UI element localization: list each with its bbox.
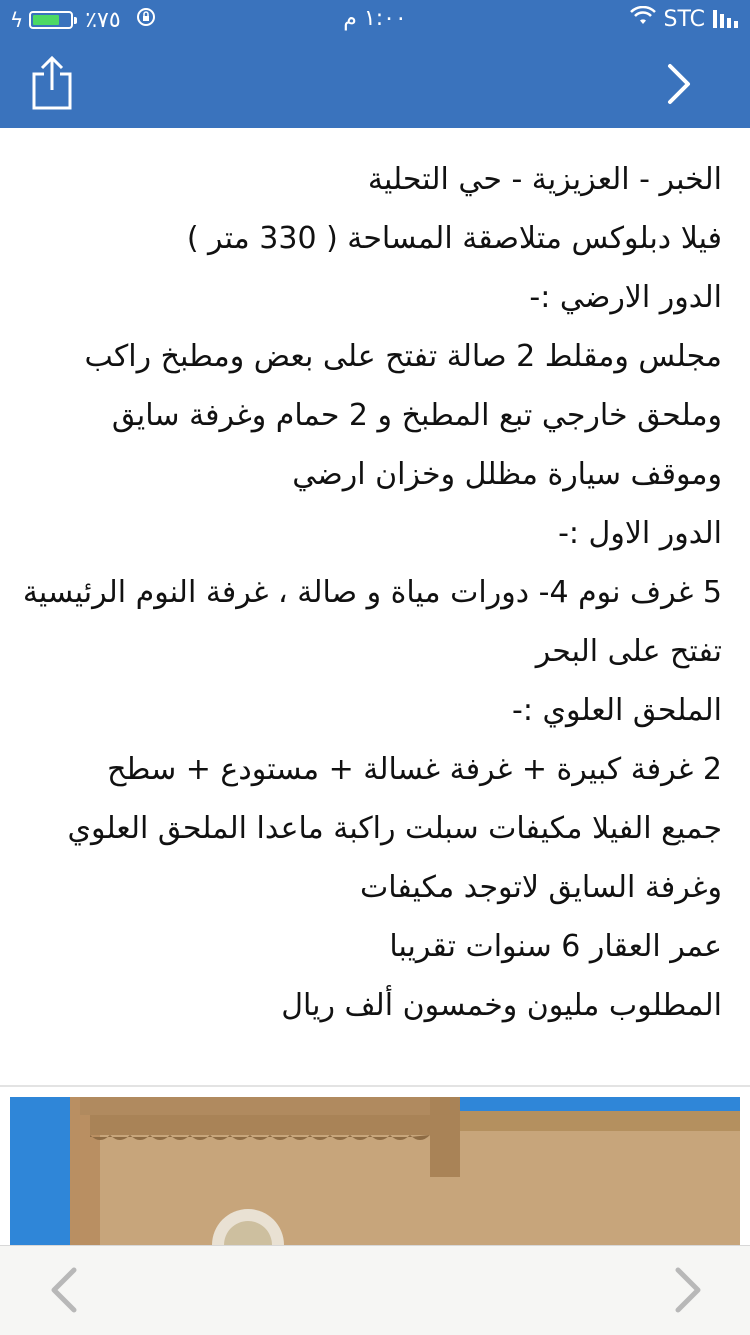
- carrier-name: STC: [663, 6, 705, 32]
- share-icon[interactable]: [30, 56, 74, 110]
- status-bar: [0, 0, 750, 40]
- villa-photo[interactable]: [10, 1097, 740, 1247]
- status-right: [630, 6, 738, 32]
- post-line: وملحق خارجي تبع المطبخ و 2 حمام وغرفة سايق: [111, 398, 722, 433]
- forward-nav-icon[interactable]: [664, 62, 694, 106]
- divider: [0, 1085, 750, 1087]
- post-line: الملحق العلوي :-: [512, 693, 722, 728]
- post-line: المطلوب مليون وخمسون ألف ريال: [281, 988, 722, 1023]
- post-content: [0, 128, 750, 1088]
- post-line: الدور الارضي :-: [529, 280, 722, 315]
- post-line: فيلا دبلوكس متلاصقة المساحة ( 330 متر ): [186, 221, 722, 256]
- forward-icon[interactable]: [668, 1266, 708, 1314]
- post-line: الخبر - العزيزية - حي التحلية: [367, 162, 722, 197]
- post-line: مجلس ومقلط 2 صالة تفتح على بعض ومطبخ راكب: [84, 339, 722, 374]
- post-line: عمر العقار 6 سنوات تقريبا: [389, 929, 722, 964]
- wifi-icon: [630, 6, 656, 32]
- post-line: وموقف سيارة مظلل وخزان ارضي: [292, 457, 722, 492]
- post-line: وغرفة السايق لاتوجد مكيفات: [359, 870, 722, 905]
- charging-icon: ϟ: [10, 8, 24, 32]
- status-time: ١:٠٠ م: [343, 6, 407, 31]
- back-icon[interactable]: [44, 1266, 84, 1314]
- bottom-toolbar: [0, 1245, 750, 1335]
- header-bar: [0, 0, 750, 128]
- post-line: 2 غرفة كبيرة + غرفة غسالة + مستودع + سطح: [107, 752, 722, 787]
- post-line: تفتح على البحر: [535, 634, 722, 669]
- battery-percentage: ٪٧٥: [85, 7, 121, 33]
- post-line: الدور الاول :-: [558, 516, 722, 551]
- post-line: 5 غرف نوم 4- دورات مياة و صالة ، غرفة النوم الرئيسية: [22, 575, 722, 610]
- post-line: جميع الفيلا مكيفات سبلت راكبة ماعدا الملحق العلوي: [67, 811, 722, 846]
- signal-icon: [713, 10, 738, 28]
